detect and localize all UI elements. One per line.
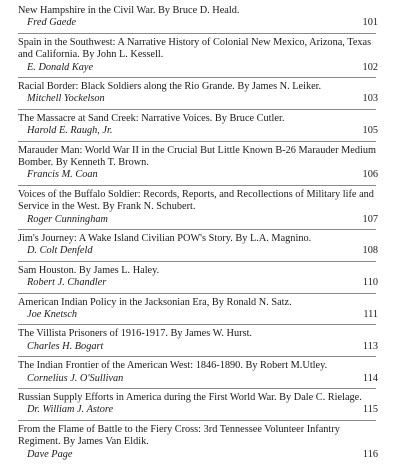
page-number: 113	[362, 340, 378, 352]
review-entry	[18, 324, 376, 356]
page-number: 115	[362, 404, 378, 416]
reviewer-name: Dave Page	[27, 448, 73, 460]
reviewer-name: Harold E. Raugh, Jr.	[27, 125, 113, 137]
reviewer-line	[18, 214, 376, 226]
book-title: From the Flame of Battle to the Fiery Cross: 3rd Tennessee Volunteer Infantry Regiment. By James Van Eldik.	[18, 423, 340, 448]
review-entry	[18, 185, 376, 229]
reviewer-name: Francis M. Coan	[27, 169, 98, 181]
review-entry	[18, 33, 376, 77]
book-title: Jim's Journey: A Wake Island Civilian POW's Story. By L.A. Magnino.	[18, 233, 312, 244]
page-number: 106	[362, 169, 378, 181]
reviewer-name: Fred Gaede	[27, 17, 77, 29]
reviewer-name: Dr. William J. Astore	[27, 404, 114, 416]
review-entry	[18, 420, 376, 464]
book-title: The Villista Prisoners of 1916-1917. By James W. Hurst.	[18, 328, 253, 340]
reviewer-name: Joe Knetsch	[27, 309, 78, 320]
page-number: 108	[362, 245, 378, 257]
reviewer-name: E. Donald Kaye	[27, 61, 94, 73]
page-number: 111	[363, 308, 378, 320]
reviewer-line	[18, 373, 376, 385]
reviewer-line	[18, 449, 376, 461]
reviewer-name: Mitchell Yockelson	[27, 93, 105, 105]
review-entry	[18, 261, 376, 293]
book-title: The Massacre at Sand Creek: Narrative Voices. By Bruce Cutler.	[18, 112, 285, 124]
reviewer-line	[18, 404, 376, 416]
page-number: 105	[362, 125, 378, 137]
page-number: 102	[362, 61, 378, 73]
page-number: 110	[362, 277, 378, 289]
reviewer-line	[18, 341, 376, 353]
reviewer-line	[18, 309, 376, 321]
review-entry	[18, 356, 376, 388]
reviewer-name: D. Colt Denfeld	[27, 245, 93, 257]
table-of-contents	[18, 0, 376, 464]
reviewer-name: Cornelius J. O'Sullivan	[27, 372, 124, 384]
book-title: Racial Border: Black Soldiers along the Rio Grande. By James N. Leiker.	[18, 81, 322, 92]
review-entry	[18, 141, 376, 185]
page-number: 116	[362, 448, 378, 460]
review-entry	[18, 77, 376, 109]
reviewer-line	[18, 277, 376, 289]
book-title: New Hampshire in the Civil War. By Bruce D. Heald.	[18, 5, 240, 16]
reviewer-line	[18, 62, 376, 74]
reviewer-line	[18, 93, 376, 105]
reviewer-name: Charles H. Bogart	[27, 340, 104, 352]
reviewer-line	[18, 125, 376, 137]
review-entry	[18, 388, 376, 420]
reviewer-line	[18, 169, 376, 181]
reviewer-name: Roger Cunningham	[27, 213, 108, 225]
page-number: 107	[362, 213, 378, 225]
book-title: American Indian Policy in the Jacksonian Era, By Ronald N. Satz.	[18, 296, 292, 308]
book-title: Sam Houston. By James L. Haley.	[18, 264, 160, 276]
book-title: Marauder Man: World War II in the Crucial But Little Known B-26 Marauder Medium Bomber. By Kenneth T. Brown.	[18, 144, 376, 168]
review-entry	[18, 229, 376, 261]
book-title: Russian Supply Efforts in America during the First World War. By Dale C. Rielage.	[18, 391, 362, 403]
book-title: Voices of the Buffalo Soldier: Records, Reports, and Recollections of Military life and Service in the West. By Frank N. Schubert.	[18, 188, 374, 213]
review-entry	[18, 293, 376, 325]
reviewer-line	[18, 245, 376, 257]
page-number: 114	[362, 372, 378, 384]
book-title: Spain in the Southwest: A Narrative History of Colonial New Mexico, Arizona, Texas and California. By John L. Kessell.	[18, 36, 372, 61]
reviewer-line	[18, 17, 376, 29]
reviewer-name: Robert J. Chandler	[27, 277, 107, 289]
review-entry	[18, 0, 376, 33]
review-entry	[18, 109, 376, 141]
page-number: 101	[362, 17, 378, 29]
book-title: The Indian Frontier of the American West: 1846-1890. By Robert M.Utley.	[18, 360, 328, 372]
page-number: 103	[362, 93, 378, 105]
